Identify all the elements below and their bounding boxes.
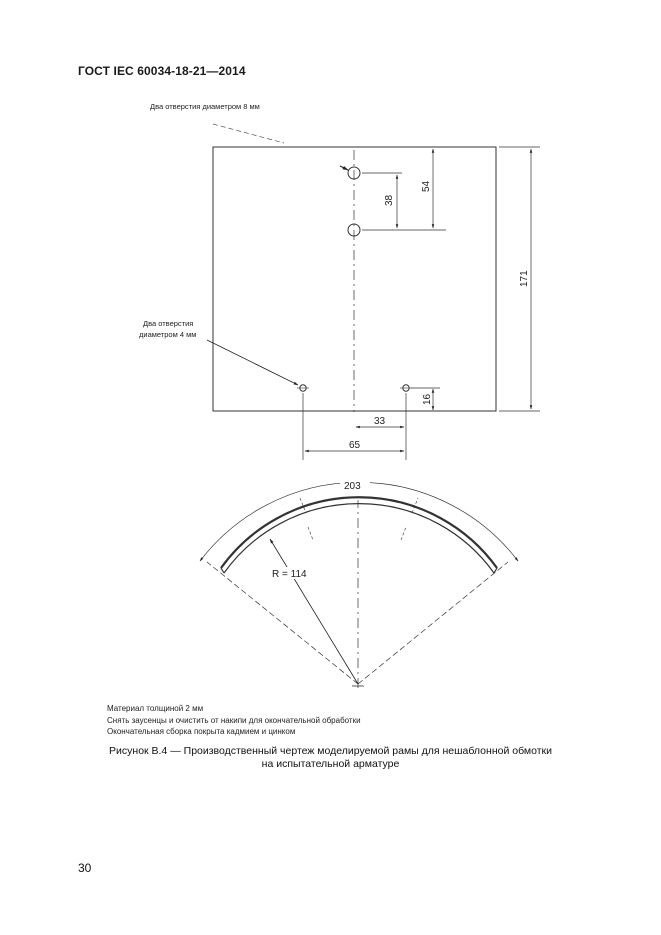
dim-text-65: 65 <box>349 440 361 451</box>
dim-text-38: 38 <box>384 194 395 206</box>
note-holes-4mm-line2: диаметром 4 мм <box>139 330 197 339</box>
dim-text-203: 203 <box>344 481 361 492</box>
dim-text-33: 33 <box>374 416 386 427</box>
note-holes-4mm-line1: Два отверстия <box>143 319 194 328</box>
dim-text-171: 171 <box>519 270 530 287</box>
leader-8mm <box>213 124 284 143</box>
plate-outline <box>213 147 496 411</box>
arc-side-view <box>200 482 518 688</box>
radial-line-left <box>207 562 358 684</box>
drawing-notes <box>107 703 361 738</box>
note-coating: Окончательная сборка покрыта кадмием и цинком <box>107 727 296 736</box>
dim-text-54: 54 <box>421 180 432 192</box>
note-deburr: Снять заусенцы и очистить от накипи для окончательной обработки <box>107 715 361 725</box>
note-material: Материал толщиной 2 мм <box>107 704 204 713</box>
figure-caption <box>100 745 561 771</box>
page-number: 30 <box>78 861 92 875</box>
radial-line-right <box>358 562 508 684</box>
leader-4mm <box>207 340 298 385</box>
dim-text-radius: R = 114 <box>272 569 307 580</box>
caption-line-1: Рисунок В.4 — Производственный чертеж моделируемой рамы для нешаблонной обмотки <box>109 745 552 757</box>
arc-component-inner <box>224 504 494 573</box>
dimension-38 <box>362 173 446 230</box>
dim-text-16: 16 <box>422 393 433 405</box>
plate-top-view <box>213 147 496 412</box>
dimension-arc-203 <box>200 482 518 561</box>
note-holes-8mm: Два отверстия диаметром 8 мм <box>150 102 260 111</box>
document-header: ГОСТ IEC 60034-18-21—2014 <box>78 64 246 78</box>
arc-component-outer <box>221 497 497 568</box>
caption-line-2: на испытательной арматуре <box>261 758 400 770</box>
radius-leader <box>270 539 358 684</box>
